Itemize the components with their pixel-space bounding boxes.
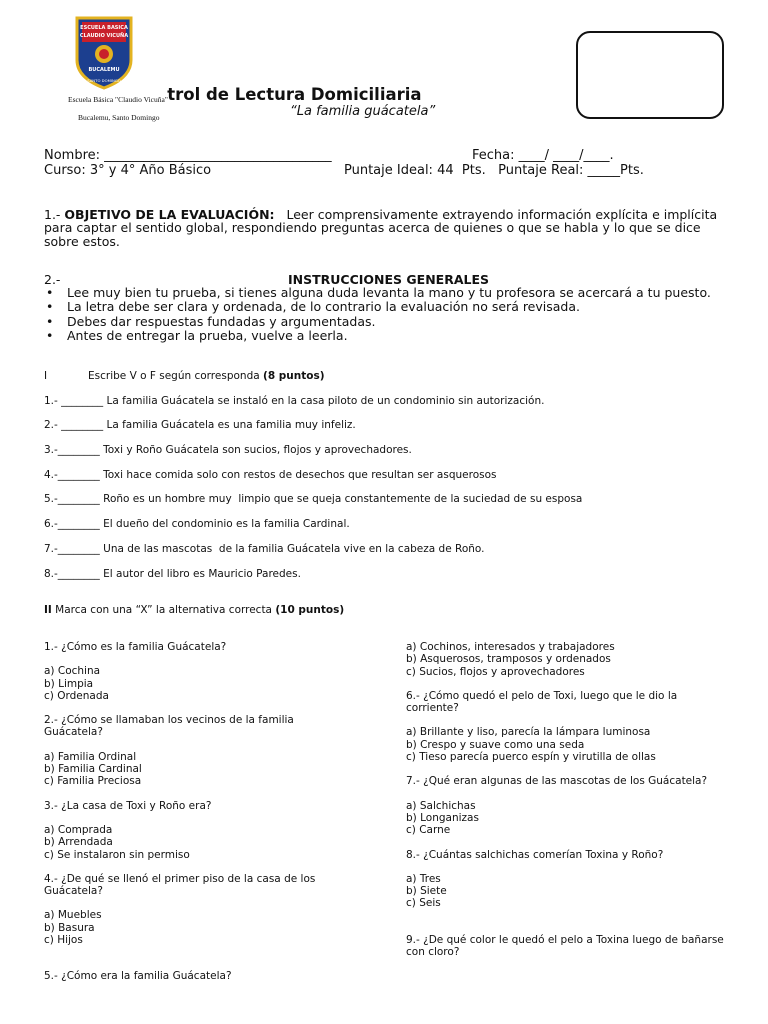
question-text: 7.- ¿Qué eran algunas de las mascotas de los Guácatela?	[406, 775, 708, 788]
option[interactable]: b) Crespo y suave como una seda	[406, 738, 585, 751]
instructions-list	[44, 286, 734, 344]
instruction-item: • La letra debe ser clara y ordenada, de lo contrario la evaluación no será revisada.	[44, 300, 734, 313]
question-text: 6.- ¿Cómo quedó el pelo de Toxi, luego que le dio la corriente?	[406, 689, 678, 715]
vf-item-2[interactable]: 2.- ________ La familia Guácatela es una familia muy infeliz.	[44, 419, 356, 431]
section1-heading	[88, 370, 325, 382]
section2-points: (10 puntos)	[275, 604, 345, 616]
date-field[interactable]: Fecha: ____/ ____/____.	[472, 148, 614, 163]
section2-roman: II	[44, 604, 52, 616]
option[interactable]: c) Tieso parecía puerco espín y virutilla de ollas	[406, 751, 656, 764]
svg-text:ESCUELA BASICA: ESCUELA BASICA	[80, 25, 128, 31]
section2-heading	[44, 604, 344, 616]
objective-number: 1.-	[44, 207, 61, 222]
question-text: 9.- ¿De qué color le quedó el pelo a Toxina luego de bañarse con cloro?	[406, 933, 724, 959]
section1-points: (8 puntos)	[263, 370, 325, 382]
vf-item-4[interactable]: 4.-________ Toxi hace comida solo con restos de desechos que resultan ser asquerosos	[44, 469, 497, 481]
instructions-title: INSTRUCCIONES GENERALES	[288, 272, 490, 287]
objective-block	[44, 208, 734, 248]
option[interactable]: c) Hijos	[44, 934, 83, 947]
question-text: 8.- ¿Cuántas salchichas comerían Toxina y Roño?	[406, 848, 664, 861]
left-questions-column	[44, 641, 354, 983]
school-logo	[74, 16, 134, 90]
svg-text:BUCALEMU: BUCALEMU	[88, 67, 120, 73]
question-text: 2.- ¿Cómo se llamaban los vecinos de la familia Guácatela?	[44, 714, 294, 739]
vf-item-1[interactable]: 1.- ________ La familia Guácatela se instaló en la casa piloto de un condominio sin autorización.	[44, 395, 545, 407]
option[interactable]: a) Cochinos, interesados y trabajadores	[406, 641, 615, 653]
option[interactable]: c) Sucios, flojos y aprovechadores	[406, 665, 585, 678]
document-title	[154, 84, 422, 105]
option[interactable]: a) Comprada	[44, 823, 113, 836]
option[interactable]: c) Se instalaron sin permiso	[44, 848, 190, 861]
option[interactable]: c) Seis	[406, 897, 441, 910]
question-text: 3.- ¿La casa de Toxi y Roño era?	[44, 799, 212, 812]
question-text: 4.- ¿De qué se llenó el primer piso de la casa de los Guácatela?	[44, 872, 316, 898]
option[interactable]: b) Limpia	[44, 677, 94, 690]
title-rest: trol de Lectura Domiciliaria	[167, 85, 422, 104]
option[interactable]: b) Arrendada	[44, 836, 113, 849]
course-label: Curso: 3° y 4° Año Básico	[44, 163, 212, 178]
vf-item-6[interactable]: 6.-________ El dueño del condominio es la familia Cardinal.	[44, 518, 350, 530]
section1-roman: I	[44, 370, 48, 382]
option[interactable]: b) Longanizas	[406, 811, 479, 824]
question-text: 5.- ¿Cómo era la familia Guácatela?	[44, 970, 232, 983]
instructions-number: 2.-	[44, 272, 61, 287]
right-questions-column	[406, 641, 731, 958]
instruction-item: • Debes dar respuestas fundadas y argumentadas.	[44, 315, 734, 328]
option[interactable]: c) Carne	[406, 824, 451, 837]
svg-text:CLAUDIO VICUÑA: CLAUDIO VICUÑA	[79, 33, 129, 39]
score-box[interactable]	[576, 31, 724, 119]
objective-text: Leer comprensivamente extrayendo información explícita e implícita para captar el sentido global, respondiendo preguntas acerca de quienes o que se habla y lo que se dice sobre estos.	[44, 207, 718, 249]
vf-item-8[interactable]: 8.-________ El autor del libro es Mauricio Paredes.	[44, 568, 301, 580]
school-name: Escuela Básica "Claudio Vicuña"	[68, 95, 168, 104]
name-field[interactable]: Nombre: ___________________________________	[44, 148, 332, 163]
section2-instruction: Marca con una “X” la alternativa correcta	[55, 604, 272, 616]
question-text: 1.- ¿Cómo es la familia Guácatela?	[44, 641, 227, 653]
instruction-item: • Lee muy bien tu prueba, si tienes alguna duda levanta la mano y tu profesora se acercará a tu puesto.	[44, 286, 734, 299]
document-subtitle: “La familia guácatela”	[290, 104, 436, 119]
objective-label: OBJETIVO DE LA EVALUACIÓN:	[64, 207, 275, 222]
option[interactable]: a) Cochina	[44, 665, 101, 678]
section1-instruction: Escribe V o F según corresponda	[88, 370, 260, 382]
option[interactable]: a) Muebles	[44, 909, 102, 922]
option[interactable]: b) Asquerosos, tramposos y ordenados	[406, 653, 611, 666]
instruction-item: • Antes de entregar la prueba, vuelve a leerla.	[44, 329, 734, 342]
option[interactable]: a) Brillante y liso, parecía la lámpara luminosa	[406, 726, 651, 739]
option[interactable]: a) Salchichas	[406, 799, 476, 812]
svg-text:SANTO DOMINGO: SANTO DOMINGO	[87, 78, 121, 83]
option[interactable]: c) Familia Preciosa	[44, 775, 142, 788]
option[interactable]: b) Siete	[406, 885, 447, 898]
score-field[interactable]: Puntaje Ideal: 44 Pts. Puntaje Real: _____Pts.	[344, 163, 644, 178]
option[interactable]: a) Tres	[406, 872, 441, 885]
vf-item-3[interactable]: 3.-________ Toxi y Roño Guácatela son sucios, flojos y aprovechadores.	[44, 444, 412, 456]
option[interactable]: c) Ordenada	[44, 689, 109, 702]
option[interactable]: b) Basura	[44, 921, 95, 934]
school-location: Bucalemu, Santo Domingo	[78, 113, 160, 122]
vf-item-7[interactable]: 7.-________ Una de las mascotas de la familia Guácatela vive en la cabeza de Roño.	[44, 543, 485, 555]
vf-item-5[interactable]: 5.-________ Roño es un hombre muy limpio que se queja constantemente de la suciedad de su esposa	[44, 493, 583, 505]
option[interactable]: a) Familia Ordinal	[44, 750, 137, 763]
option[interactable]: b) Familia Cardinal	[44, 763, 142, 776]
